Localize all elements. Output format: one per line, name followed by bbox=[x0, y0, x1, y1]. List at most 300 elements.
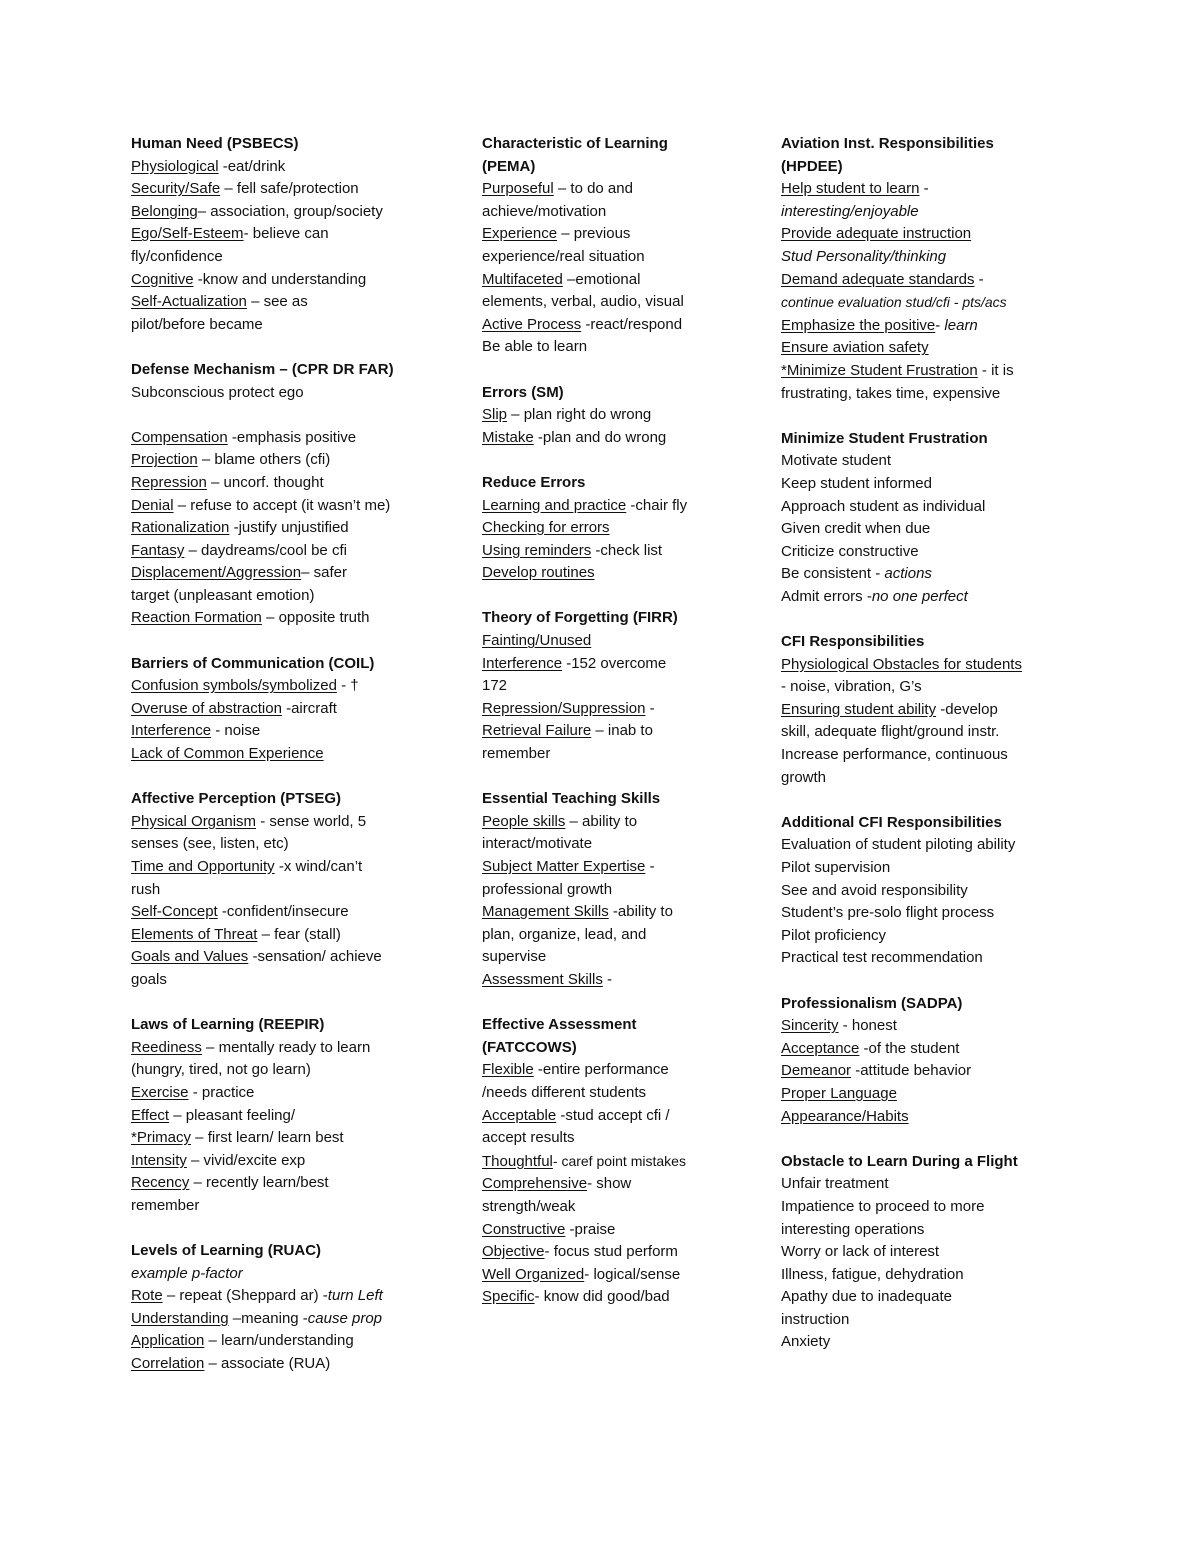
note-line bbox=[131, 1263, 431, 1286]
note-line bbox=[131, 607, 431, 630]
note-line bbox=[482, 291, 742, 314]
note-line bbox=[482, 562, 742, 585]
term-label: Fainting/Unused bbox=[482, 632, 592, 650]
text-segment: Increase performance, continuous bbox=[781, 746, 1008, 764]
note-line bbox=[131, 585, 431, 608]
note-line bbox=[482, 1286, 742, 1309]
note-line bbox=[131, 269, 431, 292]
heading-text: Professionalism (SADPA) bbox=[781, 994, 963, 1012]
note-line bbox=[781, 902, 1071, 925]
section-heading bbox=[131, 653, 431, 676]
text-segment: - caref point mistakes bbox=[552, 1152, 686, 1169]
note-line bbox=[131, 1353, 431, 1376]
text-segment: – refuse to accept (it wasn’t me) bbox=[173, 496, 391, 514]
term-label: Exercise bbox=[131, 1083, 189, 1101]
section-heading bbox=[482, 1037, 742, 1060]
italic-note: learn bbox=[944, 316, 978, 334]
note-line bbox=[781, 1083, 1071, 1106]
text-segment: Pilot supervision bbox=[781, 859, 891, 876]
text-segment: - bbox=[974, 270, 984, 288]
note-line bbox=[781, 541, 1071, 564]
text-segment: - sense world, 5 bbox=[256, 812, 367, 830]
term-label: Interference bbox=[131, 722, 212, 740]
text-segment: – ability to bbox=[565, 812, 638, 830]
note-line bbox=[131, 1308, 431, 1331]
term-label: Rationalization bbox=[131, 519, 230, 537]
note-line bbox=[482, 1264, 742, 1287]
note-line bbox=[482, 223, 742, 246]
text-segment: experience/real situation bbox=[482, 247, 645, 265]
note-line bbox=[131, 540, 431, 563]
note-line bbox=[482, 336, 742, 359]
note-line bbox=[781, 1196, 1071, 1219]
note-line bbox=[781, 925, 1071, 948]
text-segment: Illness, fatigue, dehydration bbox=[781, 1265, 964, 1283]
text-segment: supervise bbox=[482, 948, 547, 966]
note-line bbox=[131, 833, 431, 856]
note-line bbox=[482, 1219, 742, 1242]
note-line bbox=[131, 675, 431, 698]
term-label: Recency bbox=[131, 1174, 190, 1192]
blank-line bbox=[131, 766, 431, 789]
italic-note: actions bbox=[884, 565, 932, 583]
note-line bbox=[781, 1015, 1071, 1038]
blank-line bbox=[482, 449, 742, 472]
term-label: Repression/Suppression bbox=[482, 699, 646, 717]
note-line bbox=[781, 450, 1071, 473]
note-line bbox=[781, 269, 1071, 292]
term-label: Projection bbox=[131, 451, 198, 469]
text-segment: – inab to bbox=[591, 722, 653, 740]
text-segment: Practical test recommendation bbox=[781, 949, 983, 967]
note-line bbox=[781, 880, 1071, 903]
section-heading bbox=[781, 993, 1071, 1016]
note-line bbox=[131, 1037, 431, 1060]
text-segment: Impatience to proceed to more bbox=[781, 1197, 985, 1215]
note-line bbox=[482, 1241, 742, 1264]
term-label: Confusion symbols/symbolized bbox=[131, 677, 337, 695]
term-label: Active Process bbox=[482, 315, 582, 333]
italic-note: no one perfect bbox=[871, 587, 968, 605]
note-line bbox=[781, 1038, 1071, 1061]
note-line bbox=[482, 1150, 742, 1174]
section-heading bbox=[482, 1014, 742, 1037]
text-segment: – daydreams/cool be cfi bbox=[184, 541, 347, 559]
term-label: Appearance/Habits bbox=[781, 1107, 909, 1125]
note-line bbox=[131, 1105, 431, 1128]
text-segment: growth bbox=[781, 768, 827, 786]
text-segment: - noise, vibration, G’s bbox=[781, 678, 922, 696]
text-segment: - believe can bbox=[243, 225, 329, 243]
text-segment: -entire performance bbox=[533, 1061, 669, 1079]
text-segment: – uncorf. thought bbox=[206, 473, 324, 491]
note-line bbox=[131, 901, 431, 924]
note-line bbox=[131, 427, 431, 450]
blank-line bbox=[781, 789, 1071, 812]
section-heading bbox=[131, 1240, 431, 1263]
term-label: Objective bbox=[482, 1243, 545, 1261]
text-segment: Motivate student bbox=[781, 452, 892, 470]
term-label: Thoughtful bbox=[482, 1152, 553, 1170]
text-segment: – mentally ready to learn bbox=[201, 1038, 371, 1056]
term-label: Multifaceted bbox=[482, 270, 563, 288]
text-segment: – association, group/society bbox=[197, 202, 383, 220]
term-label: Purposeful bbox=[482, 180, 554, 198]
note-line bbox=[781, 1060, 1071, 1083]
note-line bbox=[131, 1127, 431, 1150]
term-label: People skills bbox=[482, 812, 566, 830]
text-segment: - † bbox=[336, 677, 359, 695]
text-segment: – fell safe/protection bbox=[220, 180, 359, 198]
note-line bbox=[131, 495, 431, 518]
text-segment: achieve/motivation bbox=[482, 202, 607, 220]
term-label: Learning and practice bbox=[482, 496, 627, 514]
note-line bbox=[482, 969, 742, 992]
term-label: Comprehensive bbox=[482, 1175, 588, 1193]
text-segment: - bbox=[645, 858, 655, 875]
section-heading bbox=[482, 156, 742, 179]
note-line bbox=[131, 223, 431, 246]
text-segment: Criticize constructive bbox=[781, 542, 919, 560]
term-label: Ensure aviation safety bbox=[781, 339, 929, 357]
note-line bbox=[482, 1082, 742, 1105]
section-heading bbox=[482, 607, 742, 630]
text-segment: - noise bbox=[211, 722, 261, 740]
blank-line bbox=[482, 359, 742, 382]
term-label: Fantasy bbox=[131, 541, 185, 559]
term-label: Mistake bbox=[482, 428, 534, 446]
text-segment: -check list bbox=[591, 541, 663, 559]
heading-text: Obstacle to Learn During a Flight bbox=[781, 1152, 1018, 1170]
heading-text: Effective Assessment bbox=[482, 1016, 637, 1034]
term-label: Repression bbox=[131, 473, 207, 491]
text-segment: – opposite truth bbox=[261, 609, 370, 627]
term-label: Application bbox=[131, 1332, 205, 1350]
text-segment: Student’s pre-solo flight process bbox=[781, 904, 995, 922]
heading-text: (HPDEE) bbox=[781, 157, 843, 175]
text-segment: -eat/drink bbox=[218, 157, 286, 175]
text-segment: – blame others (cfi) bbox=[197, 451, 331, 469]
blank-line bbox=[781, 608, 1071, 631]
note-line bbox=[131, 291, 431, 314]
term-label: Emphasize the positive bbox=[781, 316, 936, 334]
note-line bbox=[131, 1059, 431, 1082]
text-segment: /needs different students bbox=[482, 1083, 647, 1101]
text-segment: senses (see, listen, etc) bbox=[131, 835, 289, 853]
heading-text: Minimize Student Frustration bbox=[781, 429, 988, 447]
term-label: Self-Actualization bbox=[131, 293, 247, 311]
text-segment: - practice bbox=[188, 1083, 255, 1101]
text-segment: – learn/understanding bbox=[204, 1332, 354, 1350]
term-label: Effect bbox=[131, 1106, 170, 1124]
note-line bbox=[482, 1127, 742, 1150]
note-line bbox=[781, 1264, 1071, 1287]
text-segment: target (unpleasant emotion) bbox=[131, 586, 315, 604]
note-line bbox=[482, 946, 742, 969]
term-label: Displacement/Aggression bbox=[131, 564, 302, 582]
term-label: Demeanor bbox=[781, 1062, 852, 1080]
section-heading bbox=[781, 156, 1071, 179]
text-segment: interact/motivate bbox=[482, 835, 593, 853]
blank-line bbox=[482, 766, 742, 789]
note-line bbox=[482, 653, 742, 676]
note-line bbox=[482, 540, 742, 563]
text-segment: fly/confidence bbox=[131, 247, 223, 265]
text-segment: – repeat (Sheppard ar) - bbox=[162, 1287, 328, 1305]
text-segment: Be consistent - bbox=[781, 565, 885, 583]
text-segment: Evaluation of student piloting ability bbox=[781, 836, 1016, 854]
note-line bbox=[131, 811, 431, 834]
blank-line bbox=[781, 405, 1071, 428]
term-label: Ensuring student ability bbox=[781, 700, 937, 718]
text-segment: Pilot proficiency bbox=[781, 926, 887, 944]
note-line bbox=[131, 1195, 431, 1218]
text-segment: (hungry, tired, not go learn) bbox=[131, 1061, 311, 1079]
text-segment: instruction bbox=[781, 1310, 850, 1328]
note-line bbox=[781, 699, 1071, 722]
text-segment: -praise bbox=[565, 1220, 616, 1238]
note-line bbox=[131, 201, 431, 224]
term-label: Demand adequate standards bbox=[781, 270, 975, 288]
note-line bbox=[781, 383, 1071, 406]
note-line bbox=[781, 337, 1071, 360]
text-segment: – previous bbox=[557, 225, 631, 243]
term-label: Intensity bbox=[131, 1151, 187, 1169]
text-segment: Worry or lack of interest bbox=[781, 1243, 940, 1261]
term-label: Help student to learn bbox=[781, 180, 920, 198]
note-line bbox=[131, 449, 431, 472]
note-line bbox=[781, 315, 1071, 338]
note-line bbox=[131, 314, 431, 337]
section-heading bbox=[482, 788, 742, 811]
text-segment: See and avoid responsibility bbox=[781, 881, 968, 899]
heading-text: Essential Teaching Skills bbox=[482, 790, 661, 808]
text-segment: – vivid/excite exp bbox=[186, 1151, 306, 1169]
term-label: Understanding bbox=[131, 1309, 229, 1327]
note-line bbox=[131, 1330, 431, 1353]
section-heading bbox=[131, 359, 431, 382]
heading-text: Barriers of Communication (COIL) bbox=[131, 654, 375, 672]
heading-text: Affective Perception (PTSEG) bbox=[131, 790, 342, 808]
section-heading bbox=[482, 472, 742, 495]
note-line bbox=[131, 969, 431, 992]
heading-text: Aviation Inst. Responsibilities bbox=[781, 135, 994, 152]
term-label: Elements of Threat bbox=[131, 925, 258, 943]
note-line bbox=[781, 1331, 1071, 1354]
term-label: Flexible bbox=[482, 1061, 534, 1079]
note-line bbox=[482, 1105, 742, 1128]
section-heading bbox=[482, 133, 742, 156]
text-segment: - honest bbox=[838, 1017, 897, 1035]
term-label: Physical Organism bbox=[131, 812, 257, 830]
note-line bbox=[781, 1309, 1071, 1332]
note-line bbox=[131, 856, 431, 879]
text-segment: - know did good/bad bbox=[534, 1288, 670, 1306]
text-segment: 172 bbox=[482, 677, 508, 695]
note-line bbox=[781, 518, 1071, 541]
italic-note: interesting/enjoyable bbox=[781, 202, 919, 220]
term-label: Slip bbox=[482, 406, 508, 424]
note-line bbox=[781, 496, 1071, 519]
blank-line bbox=[482, 992, 742, 1015]
note-line bbox=[131, 1150, 431, 1173]
note-line bbox=[482, 404, 742, 427]
text-segment: strength/weak bbox=[482, 1197, 576, 1215]
section-heading bbox=[781, 812, 1071, 835]
term-label: Denial bbox=[131, 496, 174, 514]
term-label: Proper Language bbox=[781, 1084, 897, 1102]
text-segment: - bbox=[602, 970, 613, 988]
text-segment: – to do and bbox=[553, 180, 633, 198]
term-label: Specific bbox=[482, 1288, 535, 1306]
note-line bbox=[131, 246, 431, 269]
heading-text: CFI Responsibilities bbox=[781, 633, 925, 651]
term-label: Reaction Formation bbox=[131, 609, 262, 627]
text-segment: remember bbox=[482, 745, 551, 763]
note-line bbox=[482, 1196, 742, 1219]
term-label: Ego/Self-Esteem bbox=[131, 225, 244, 243]
note-line bbox=[131, 517, 431, 540]
text-segment: -ability to bbox=[608, 903, 673, 921]
note-line bbox=[131, 1082, 431, 1105]
heading-text: Errors (SM) bbox=[482, 383, 564, 401]
note-line bbox=[482, 427, 742, 450]
note-line bbox=[482, 720, 742, 743]
text-segment: rush bbox=[131, 880, 161, 898]
term-label: Physiological bbox=[131, 157, 219, 175]
note-line bbox=[781, 563, 1071, 586]
section-heading bbox=[131, 1014, 431, 1037]
term-label: Cognitive bbox=[131, 270, 194, 288]
note-line bbox=[781, 223, 1071, 246]
note-line bbox=[482, 879, 742, 902]
text-segment: skill, adequate flight/ground instr. bbox=[781, 723, 1000, 741]
text-segment: pilot/before became bbox=[131, 315, 263, 333]
term-label: *Primacy bbox=[131, 1129, 192, 1147]
heading-text: Levels of Learning (RUAC) bbox=[131, 1242, 322, 1260]
note-line bbox=[781, 654, 1071, 677]
text-segment: –meaning - bbox=[228, 1309, 308, 1327]
text-segment: plan, organize, lead, and bbox=[482, 925, 647, 943]
heading-text: Theory of Forgetting (FIRR) bbox=[482, 609, 678, 627]
blank-line bbox=[131, 1218, 431, 1241]
italic-note: example p-factor bbox=[131, 1264, 243, 1282]
text-segment: -develop bbox=[936, 700, 998, 718]
text-segment: -aircraft bbox=[281, 699, 337, 717]
term-label: Rote bbox=[131, 1287, 163, 1305]
note-line bbox=[781, 473, 1071, 496]
text-segment: – first learn/ learn best bbox=[191, 1129, 344, 1147]
italic-note: turn Left bbox=[327, 1287, 383, 1305]
heading-text: Laws of Learning (REEPIR) bbox=[131, 1016, 325, 1034]
blank-line bbox=[482, 585, 742, 608]
note-line bbox=[781, 586, 1071, 609]
note-line bbox=[781, 744, 1071, 767]
text-segment: - logical/sense bbox=[584, 1265, 681, 1283]
note-line bbox=[482, 743, 742, 766]
term-label: Constructive bbox=[482, 1220, 566, 1238]
text-segment: – pleasant feeling/ bbox=[169, 1106, 296, 1124]
text-segment: goals bbox=[131, 970, 167, 988]
note-line bbox=[482, 924, 742, 947]
text-segment: Subconscious protect ego bbox=[131, 383, 304, 401]
text-segment: - bbox=[919, 180, 929, 198]
note-line bbox=[131, 1172, 431, 1195]
note-line bbox=[781, 246, 1071, 269]
note-line bbox=[781, 947, 1071, 970]
section-heading bbox=[781, 1151, 1071, 1174]
italic-note: continue evaluation stud/cfi - pts/acs bbox=[781, 294, 1007, 311]
text-segment: – see as bbox=[246, 293, 308, 311]
term-label: Reediness bbox=[131, 1038, 202, 1056]
section-heading bbox=[781, 133, 1071, 156]
term-label: Subject Matter Expertise bbox=[482, 858, 646, 875]
term-label: Compensation bbox=[131, 428, 228, 446]
note-line bbox=[131, 562, 431, 585]
note-line bbox=[781, 178, 1071, 201]
text-segment: Apathy due to inadequate bbox=[781, 1288, 952, 1306]
text-segment: -152 overcome bbox=[562, 654, 667, 672]
note-line bbox=[781, 1173, 1071, 1196]
term-label: Lack of Common Experience bbox=[131, 745, 324, 763]
blank-line bbox=[131, 992, 431, 1015]
term-label: Acceptable bbox=[482, 1106, 557, 1124]
term-label: *Minimize Student Frustration bbox=[781, 361, 978, 379]
blank-line bbox=[131, 630, 431, 653]
blank-line bbox=[781, 1128, 1071, 1151]
note-line bbox=[781, 1219, 1071, 1242]
section-heading bbox=[482, 382, 742, 405]
note-line bbox=[131, 178, 431, 201]
heading-text: Additional CFI Responsibilities bbox=[781, 813, 1002, 831]
text-segment: - focus stud perform bbox=[544, 1243, 678, 1261]
term-label: Physiological Obstacles for students bbox=[781, 655, 1022, 673]
term-label: Retrieval Failure bbox=[482, 722, 592, 740]
note-line bbox=[781, 676, 1071, 699]
heading-text: (FATCCOWS) bbox=[482, 1038, 577, 1056]
note-line bbox=[482, 856, 742, 879]
heading-text: Defense Mechanism – (CPR DR FAR) bbox=[131, 360, 394, 378]
text-segment: Anxiety bbox=[781, 1333, 831, 1351]
note-line bbox=[482, 1059, 742, 1082]
term-label: Time and Opportunity bbox=[131, 858, 275, 875]
term-label: Self-Concept bbox=[131, 903, 218, 921]
term-label: Correlation bbox=[131, 1355, 205, 1373]
heading-text: Characteristic of Learning bbox=[482, 135, 668, 152]
text-segment: -sensation/ achieve bbox=[248, 948, 382, 966]
note-line bbox=[482, 246, 742, 269]
note-line bbox=[482, 269, 742, 292]
term-label: Security/Safe bbox=[131, 180, 221, 198]
heading-text: Human Need (PSBECS) bbox=[131, 135, 299, 152]
term-label: Experience bbox=[482, 225, 558, 243]
italic-note: Stud Personality/thinking bbox=[781, 247, 947, 265]
text-segment: Admit errors - bbox=[781, 587, 872, 605]
note-line bbox=[131, 946, 431, 969]
note-line bbox=[131, 698, 431, 721]
term-label: Acceptance bbox=[781, 1039, 860, 1057]
term-label: Management Skills bbox=[482, 903, 609, 921]
note-line bbox=[131, 924, 431, 947]
note-line bbox=[131, 472, 431, 495]
notes-column-left bbox=[131, 133, 431, 1376]
term-label: Interference bbox=[482, 654, 563, 672]
note-line bbox=[781, 1241, 1071, 1264]
note-line bbox=[781, 721, 1071, 744]
note-line bbox=[131, 1285, 431, 1308]
text-segment: – associate (RUA) bbox=[204, 1355, 331, 1373]
section-heading bbox=[131, 788, 431, 811]
